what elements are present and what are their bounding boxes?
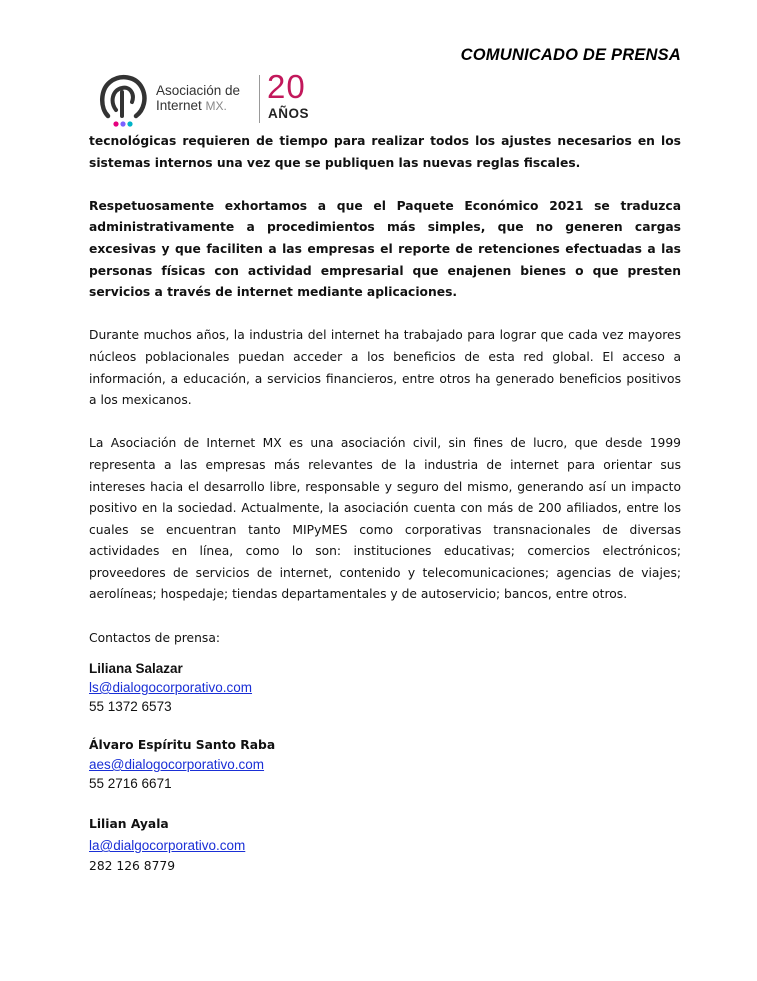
logo-line2: Internet	[156, 98, 202, 113]
contact-email-link[interactable]: ls@dialogocorporativo.com	[89, 680, 253, 695]
contact-email-link[interactable]: aes@dialogocorporativo.com	[89, 757, 265, 772]
contact-name: Liliana Salazar	[89, 661, 183, 676]
logo-wordmark	[156, 83, 240, 114]
contact-email-link[interactable]: la@dialgocorporativo.com	[89, 838, 246, 853]
body-paragraph-3: Durante muchos años, la industria del internet ha trabajado para lograr que cada vez mayores núcleos poblacionales puedan acceder a los beneficios de esta red global. El acceso a información, a educación, a servicios financieros, entre otros ha generado beneficios positivos a los mexicanos.	[89, 328, 681, 408]
logo-mark-icon	[98, 72, 152, 128]
contact-name: Álvaro Espíritu Santo Raba	[89, 738, 276, 752]
body-paragraph-2: Respetuosamente exhortamos a que el Paquete Económico 2021 se traduzca administrativamente a procedimientos más simples, que no generen cargas excesivas y que faciliten a las empresas el reporte de retenciones efectuadas a las personas físicas con actividad empresarial que enajenen bienes o que presten servicios a través de internet mediante aplicaciones.	[89, 198, 681, 300]
logo-line2-suffix: MX.	[205, 99, 227, 113]
asociacion-internet-mx-logo	[98, 68, 338, 128]
contact-phone: 282 126 8779	[89, 859, 176, 873]
body-paragraph-1: tecnológicas requieren de tiempo para realizar todos los ajustes necesarios en los sistemas internos una vez que se publiquen las nuevas reglas fiscales.	[89, 134, 681, 170]
contact-name: Lilian Ayala	[89, 817, 169, 831]
logo-anniversary-word: AÑOS	[268, 106, 310, 121]
logo-anniversary-number: 20	[267, 68, 306, 105]
logo-line1: Asociación de	[156, 83, 241, 98]
document-header-title: COMUNICADO DE PRENSA	[460, 46, 681, 64]
contact-phone: 55 1372 6573	[89, 699, 172, 714]
press-release-body	[89, 131, 681, 649]
body-paragraph-4: La Asociación de Internet MX es una asociación civil, sin fines de lucro, que desde 1999 representa a las empresas más relevantes de la industria de internet para orientar sus intereses hacia el desarrollo libre, responsable y seguro del mismo, generando así un impacto positivo en la sociedad. Actualmente, la asociación cuenta con más de 200 afiliados, entre los cuales se encuentran tanto MIPyMES como corporativas transnacionales de diversas actividades en línea, como lo son: instituciones educativas; comercios electrónicos; proveedores de servicios de internet, contenido y telecomunicaciones; agencias de viajes; aerolíneas; hospedaje; tiendas departamentales y de autoservicio; bancos, entre otros.	[89, 436, 681, 602]
contacts-heading: Contactos de prensa:	[89, 630, 220, 645]
contact-phone: 55 2716 6671	[89, 776, 172, 791]
logo-divider	[259, 75, 260, 123]
